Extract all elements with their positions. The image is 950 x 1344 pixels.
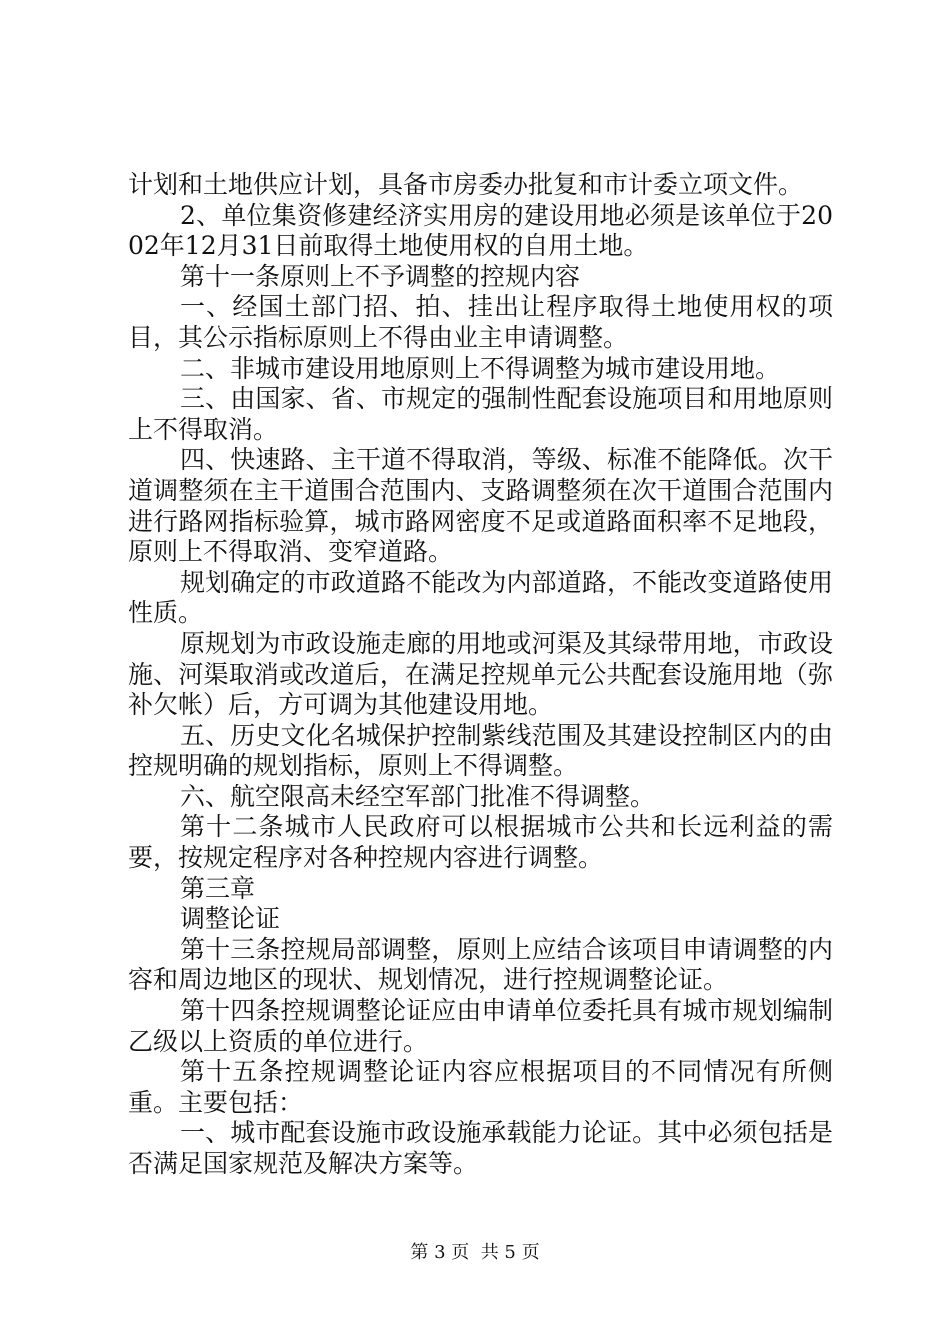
paragraph: 原规划为市政设施走廊的用地或河渠及其绿带用地，市政设施、河渠取消或改道后，在满足控规单元公共配套设施用地（弥补欠帐）后，方可调为其他建设用地。 [128, 628, 833, 720]
paragraph: 2、单位集资修建经济实用房的建设用地必须是该单位于2002年12月31日前取得土地使用权的自用土地。 [128, 200, 833, 261]
paragraph: 第十一条原则上不予调整的控规内容 [180, 261, 581, 291]
paragraph: 四、快速路、主干道不得取消，等级、标准不能降低。次干道调整须在主干道围合范围内、支路调整须在次干道围合范围内进行路网指标验算，城市路网密度不足或道路面积率不足地段，原则上不得取消、变窄道路。 [128, 445, 833, 567]
paragraph: 五、历史文化名城保护控制紫线范围及其建设控制区内的由控规明确的规划指标，原则上不得调整。 [128, 720, 833, 781]
paragraph: 一、城市配套设施市政设施承载能力论证。其中必须包括是否满足国家规范及解决方案等。 [128, 1118, 833, 1178]
paragraph: 六、航空限高未经空军部门批准不得调整。 [180, 781, 656, 811]
paragraph: 第十二条城市人民政府可以根据城市公共和长远利益的需要，按规定程序对各种控规内容进行调整。 [128, 812, 833, 873]
paragraph: 第三章 [180, 873, 256, 903]
paragraph: 第十四条控规调整论证应由申请单位委托具有城市规划编制乙级以上资质的单位进行。 [128, 996, 833, 1056]
paragraph: 第十三条控规局部调整，原则上应结合该项目申请调整的内容和周边地区的现状、规划情况，进行控规调整论证。 [128, 934, 833, 995]
document-body [128, 170, 833, 1180]
paragraph: 计划和土地供应计划，具备市房委办批复和市计委立项文件。 [128, 170, 804, 199]
paragraph: 调整论证 [180, 904, 281, 934]
paragraph: 规划确定的市政道路不能改为内部道路，不能改变道路使用性质。 [128, 567, 833, 628]
paragraph: 二、非城市建设用地原则上不得调整为城市建设用地。 [180, 353, 781, 383]
paragraph: 三、由国家、省、市规定的强制性配套设施项目和用地原则上不得取消。 [128, 384, 833, 444]
page-footer [0, 1242, 950, 1264]
paragraph: 第十五条控规调整论证内容应根据项目的不同情况有所侧重。主要包括： [128, 1057, 833, 1117]
paragraph: 一、经国土部门招、拍、挂出让程序取得土地使用权的项目，其公示指标原则上不得由业主申请调整。 [128, 292, 833, 352]
page-number-label: 第 3 页 共 5 页 [410, 1242, 540, 1263]
